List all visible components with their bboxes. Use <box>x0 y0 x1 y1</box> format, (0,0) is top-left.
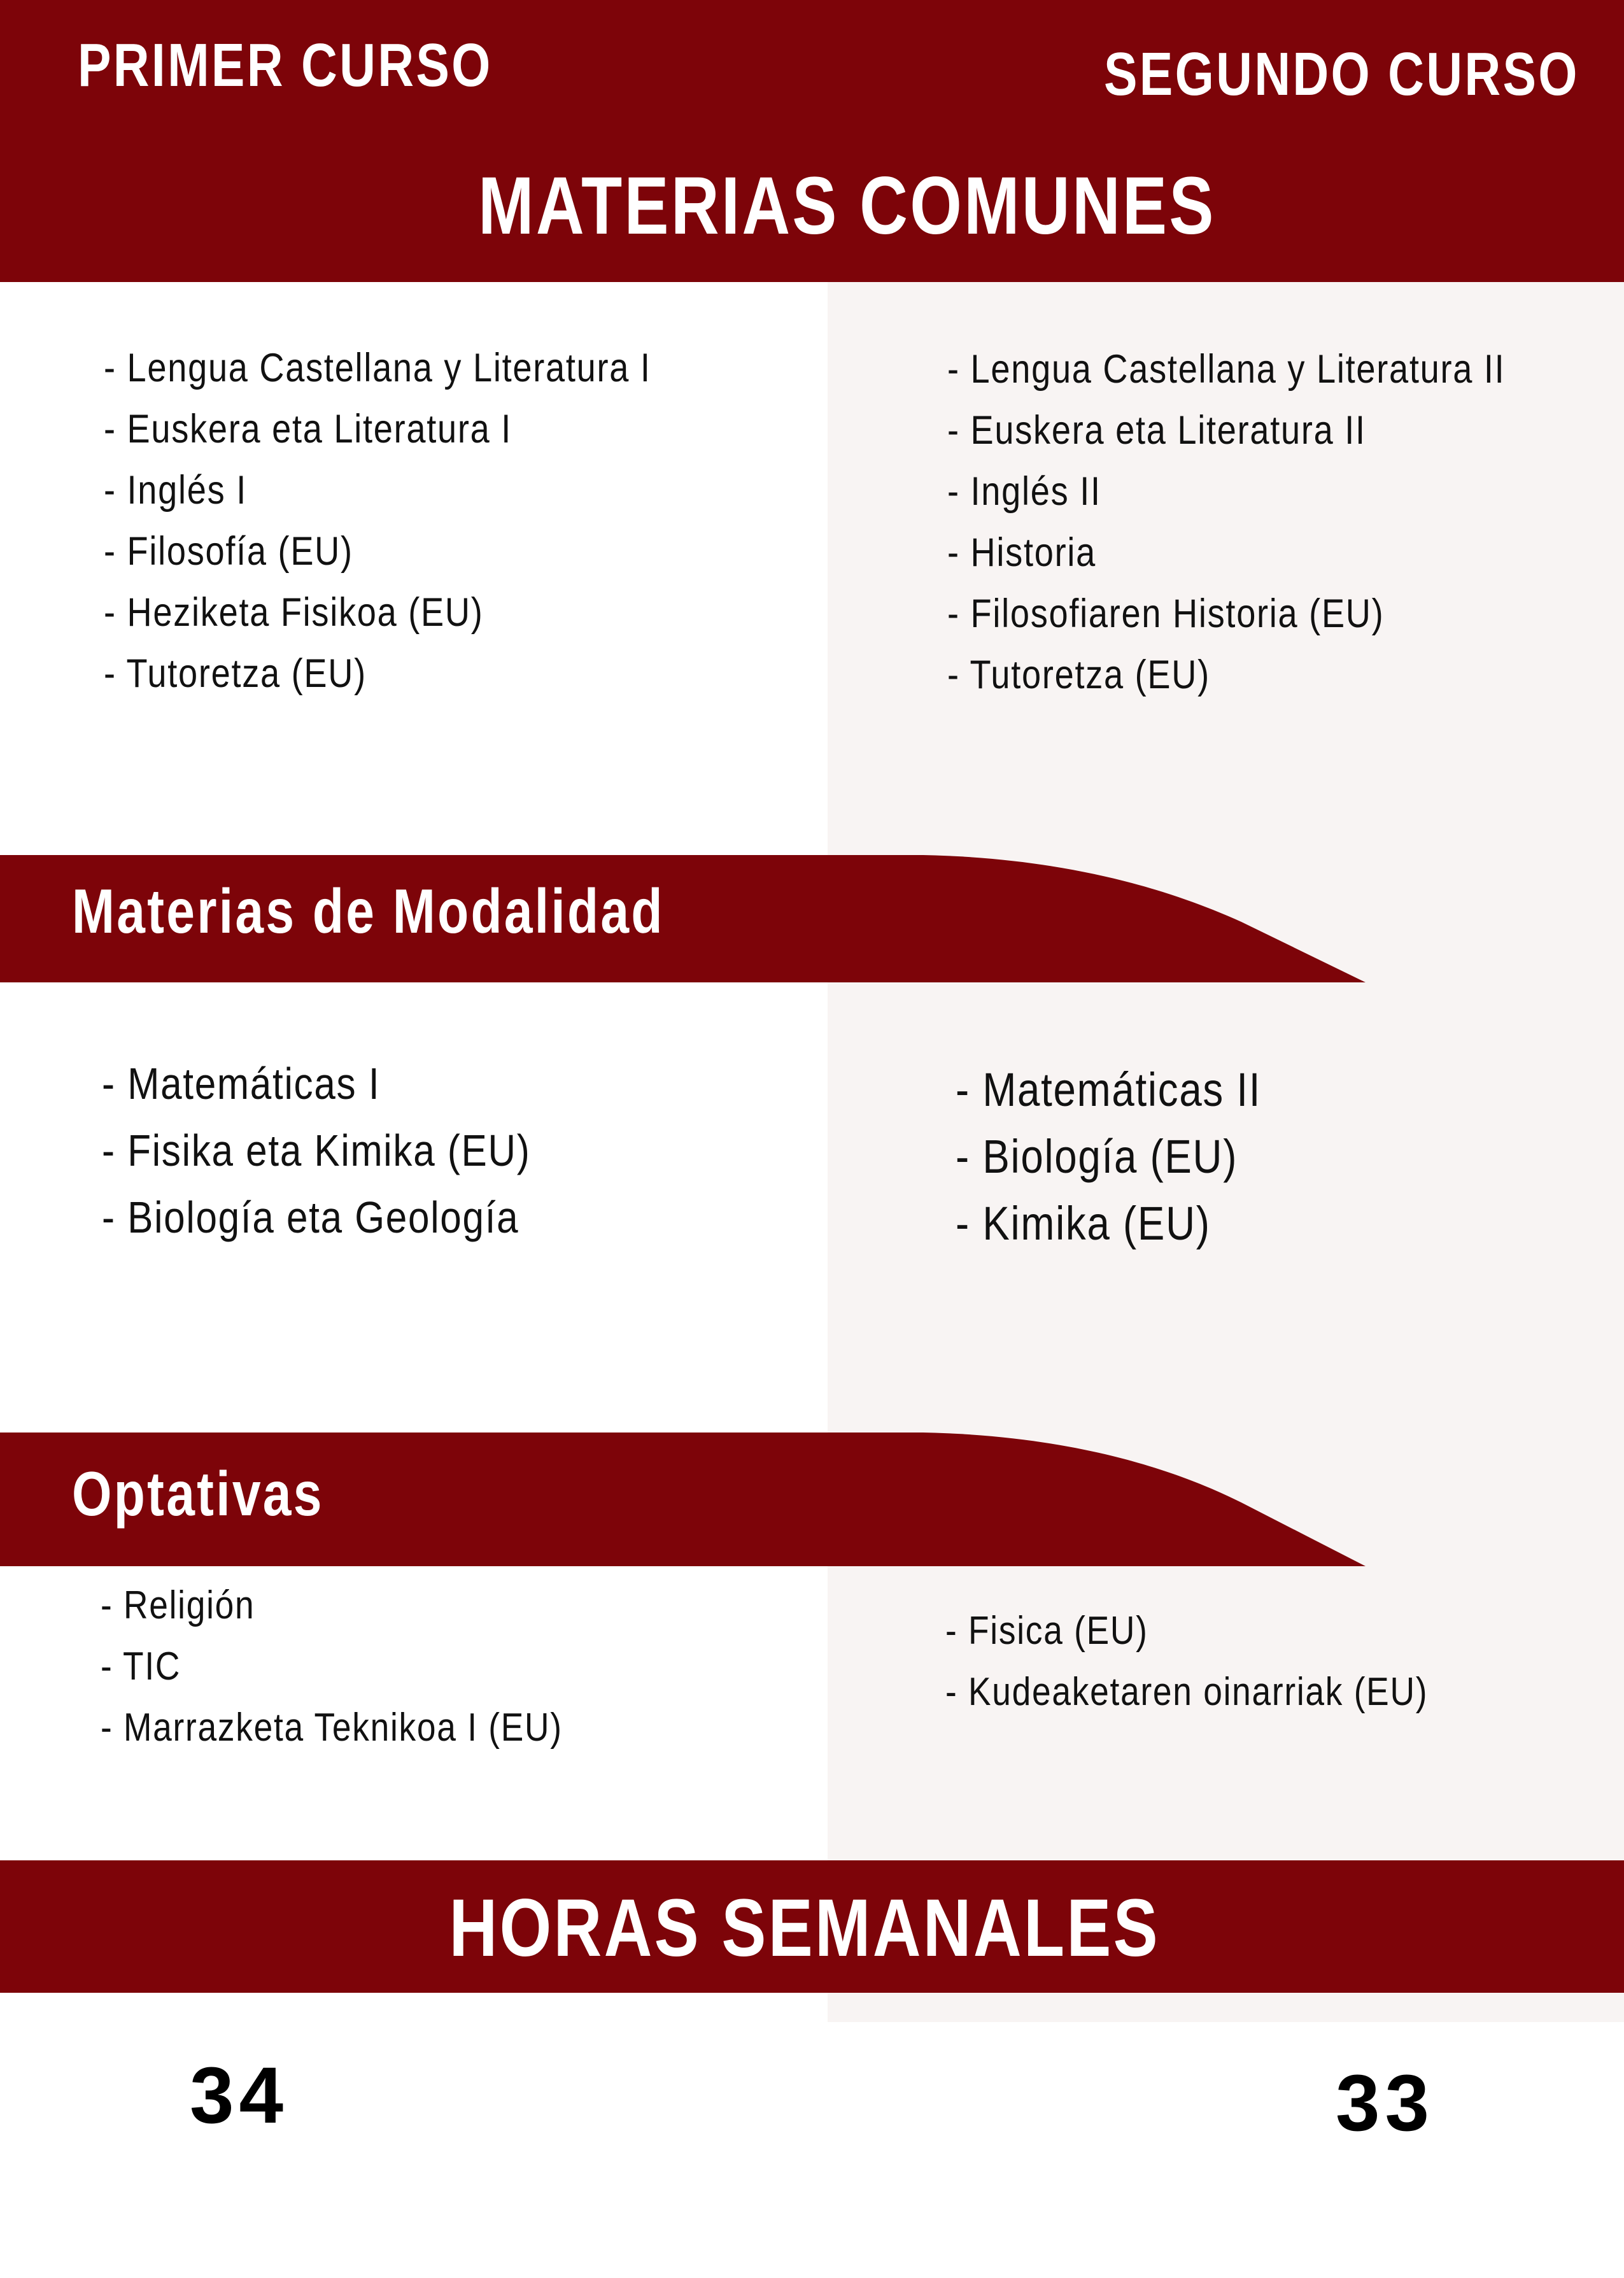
list-item: - Fisika eta Kimika (EU) <box>102 1126 531 1175</box>
list-item: - Lengua Castellana y Literatura II <box>947 347 1506 392</box>
optional-second-list <box>945 1601 1507 1723</box>
list-item: - Biología eta Geología <box>102 1192 519 1242</box>
list-item: - Filosofiaren Historia (EU) <box>947 591 1385 636</box>
list-item: - Filosofía (EU) <box>104 529 353 574</box>
common-subjects-first-list <box>104 337 740 704</box>
common-subjects-title: MATERIAS COMUNES <box>478 160 1216 251</box>
modality-first-list <box>102 1051 600 1251</box>
list-item: - TIC <box>101 1645 181 1688</box>
hours-title: HORAS SEMANALES <box>449 1883 1160 1974</box>
first-course-heading: PRIMER CURSO <box>78 31 493 99</box>
list-item: - Euskera eta Literatura I <box>104 407 512 451</box>
second-course-heading: SEGUNDO CURSO <box>1104 40 1579 108</box>
list-item: - Marrazketa Teknikoa I (EU) <box>101 1706 563 1750</box>
list-item: - Matemáticas II <box>956 1063 1262 1116</box>
list-item: - Religión <box>101 1583 255 1627</box>
list-item: - Fisica (EU) <box>945 1609 1148 1653</box>
list-item: - Lengua Castellana y Literatura I <box>104 346 651 390</box>
second-course-hours: 33 <box>1336 2059 1435 2147</box>
first-course-hours: 34 <box>190 2051 289 2140</box>
list-item: - Matemáticas I <box>102 1059 381 1108</box>
modality-second-list <box>956 1056 1311 1257</box>
common-subjects-second-list <box>947 339 1596 705</box>
modality-title: Materias de Modalidad <box>72 876 665 946</box>
list-item: - Biología (EU) <box>956 1130 1238 1183</box>
list-item: - Inglés II <box>947 469 1101 514</box>
list-item: - Tutoretza (EU) <box>947 653 1210 697</box>
list-item: - Tutoretza (EU) <box>104 651 367 696</box>
list-item: - Inglés I <box>104 468 247 513</box>
optional-first-list <box>101 1575 638 1758</box>
optional-title: Optativas <box>72 1459 324 1529</box>
list-item: - Historia <box>947 530 1096 575</box>
list-item: - Kimika (EU) <box>956 1197 1211 1250</box>
list-item: - Euskera eta Literatura II <box>947 408 1366 453</box>
list-item: - Heziketa Fisikoa (EU) <box>104 590 484 635</box>
list-item: - Kudeaketaren oinarriak (EU) <box>945 1670 1429 1714</box>
